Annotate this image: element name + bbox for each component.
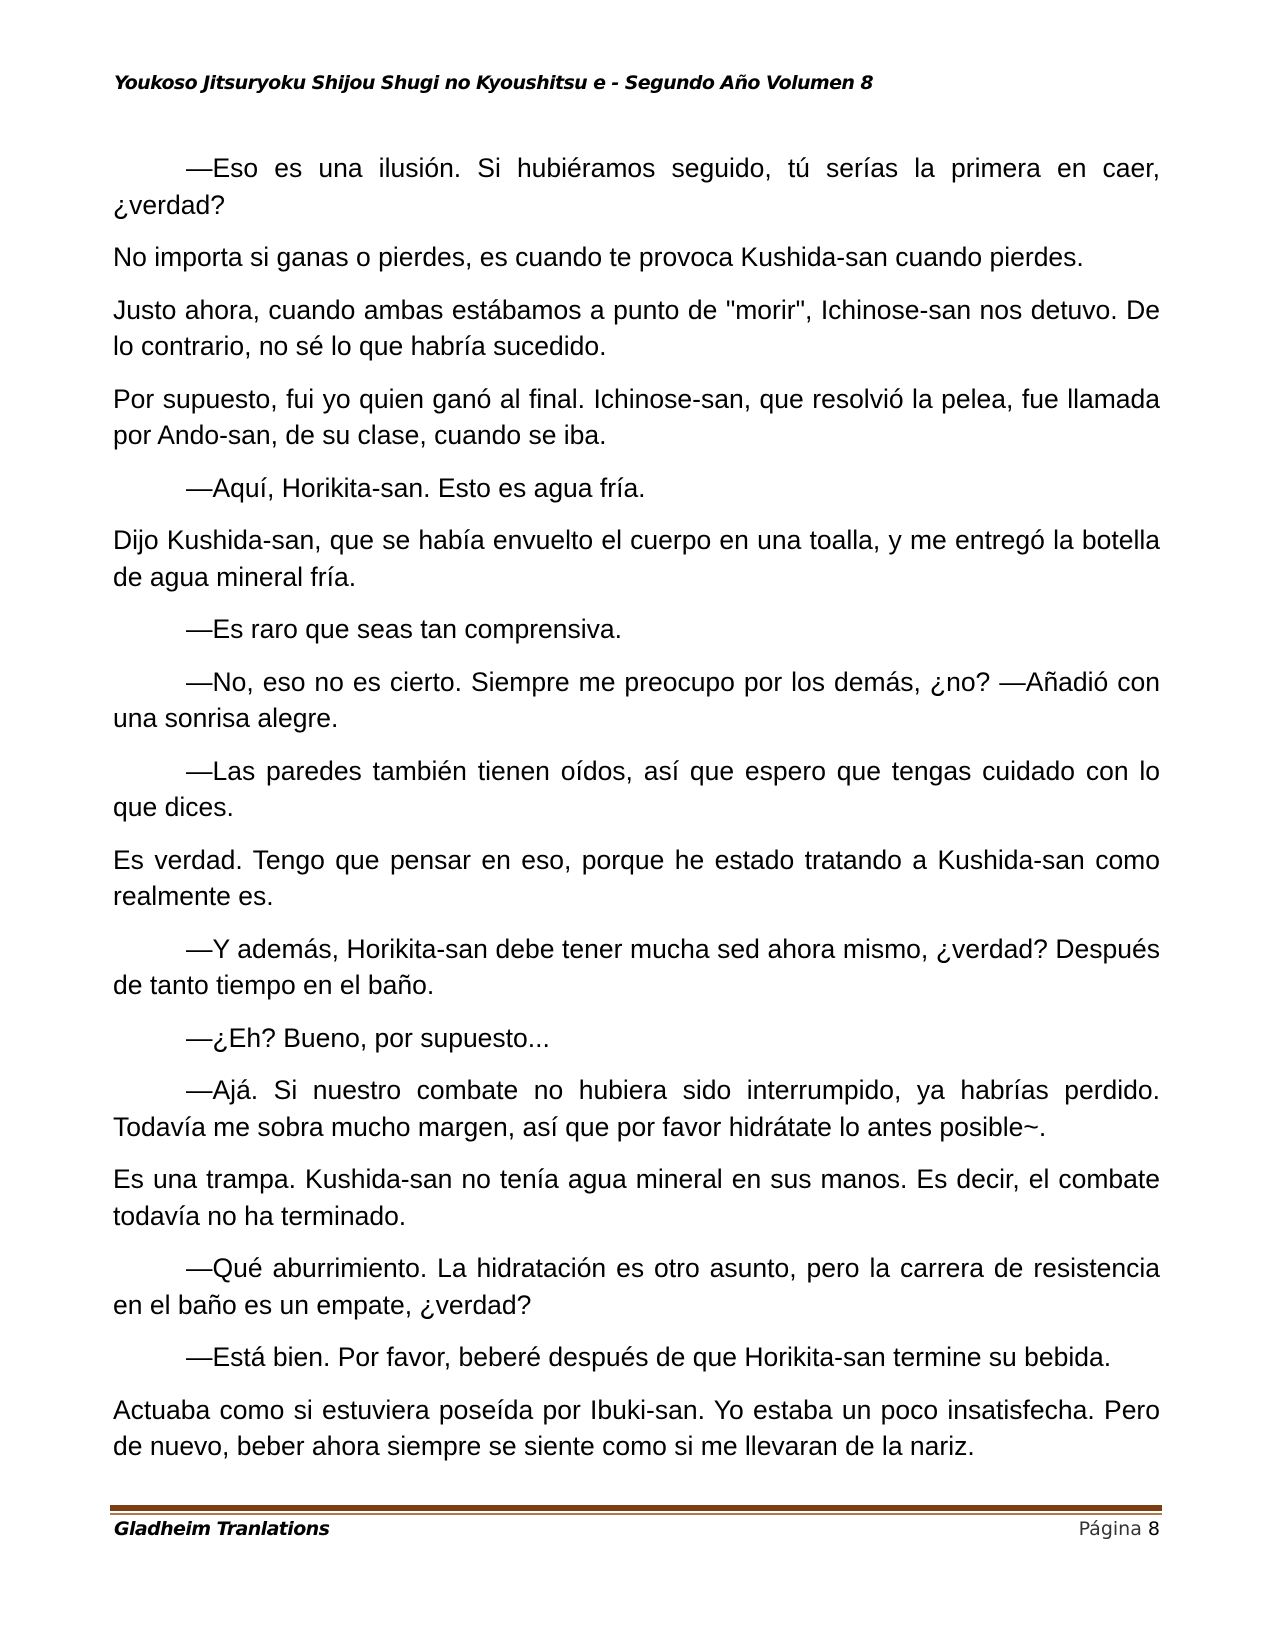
page-label: Página — [1078, 1518, 1142, 1540]
page-number-value: 8 — [1147, 1518, 1160, 1540]
narration-paragraph: Por supuesto, fui yo quien ganó al final. Ichinose-san, que resolvió la pelea, fue llamada por Ando-san, de su clase, cuando se iba. — [113, 383, 1160, 450]
page-number — [1079, 1518, 1160, 1540]
dialogue-paragraph: —Ajá. Si nuestro combate no hubiera sido interrumpido, ya habrías perdido. Todavía me sobra mucho margen, así que por favor hidrátate lo antes posible~. — [113, 1075, 1160, 1142]
footer-divider — [110, 1505, 1162, 1511]
dialogue-paragraph: —No, eso no es cierto. Siempre me preocupo por los demás, ¿no? —Añadió con una sonrisa alegre. — [113, 666, 1160, 733]
dialogue-paragraph: —¿Eh? Bueno, por supuesto... — [186, 1022, 550, 1053]
dialogue-paragraph: —Y además, Horikita-san debe tener mucha sed ahora mismo, ¿verdad? Después de tanto tiempo en el baño. — [113, 933, 1160, 1000]
footer-divider-thin — [110, 1513, 1162, 1515]
running-header: Youkoso Jitsuryoku Shijou Shugi no Kyoushitsu e - Segundo Año Volumen 8 — [114, 72, 873, 94]
dialogue-paragraph: —Eso es una ilusión. Si hubiéramos seguido, tú serías la primera en caer, ¿verdad? — [113, 153, 1160, 220]
dialogue-paragraph: —Qué aburrimiento. La hidratación es otro asunto, pero la carrera de resistencia en el baño es un empate, ¿verdad? — [113, 1253, 1160, 1320]
body-text — [113, 150, 1160, 1481]
dialogue-paragraph: —Está bien. Por favor, beberé después de que Horikita-san termine su bebida. — [186, 1342, 1112, 1372]
narration-paragraph: Dijo Kushida-san, que se había envuelto el cuerpo en una toalla, y me entregó la botella de agua mineral fría. — [113, 525, 1160, 592]
dialogue-paragraph: —Las paredes también tienen oídos, así que espero que tengas cuidado con lo que dices. — [113, 755, 1160, 822]
narration-paragraph: No importa si ganas o pierdes, es cuando te provoca Kushida-san cuando pierdes. — [113, 242, 1084, 272]
narration-paragraph: Justo ahora, cuando ambas estábamos a punto de "morir", Ichinose-san nos detuvo. De lo contrario, no sé lo que habría sucedido. — [113, 294, 1160, 361]
footer-credit: Gladheim Tranlations — [114, 1518, 330, 1540]
narration-paragraph: Actuaba como si estuviera poseída por Ibuki-san. Yo estaba un poco insatisfecha. Pero de nuevo, beber ahora siempre se siente como si me llevaran de la nariz. — [113, 1394, 1160, 1461]
narration-paragraph: Es verdad. Tengo que pensar en eso, porque he estado tratando a Kushida-san como realmente es. — [113, 844, 1160, 911]
dialogue-paragraph: —Aquí, Horikita-san. Esto es agua fría. — [186, 472, 646, 503]
narration-paragraph: Es una trampa. Kushida-san no tenía agua mineral en sus manos. Es decir, el combate todavía no ha terminado. — [113, 1164, 1160, 1231]
dialogue-paragraph: —Es raro que seas tan comprensiva. — [186, 614, 622, 644]
